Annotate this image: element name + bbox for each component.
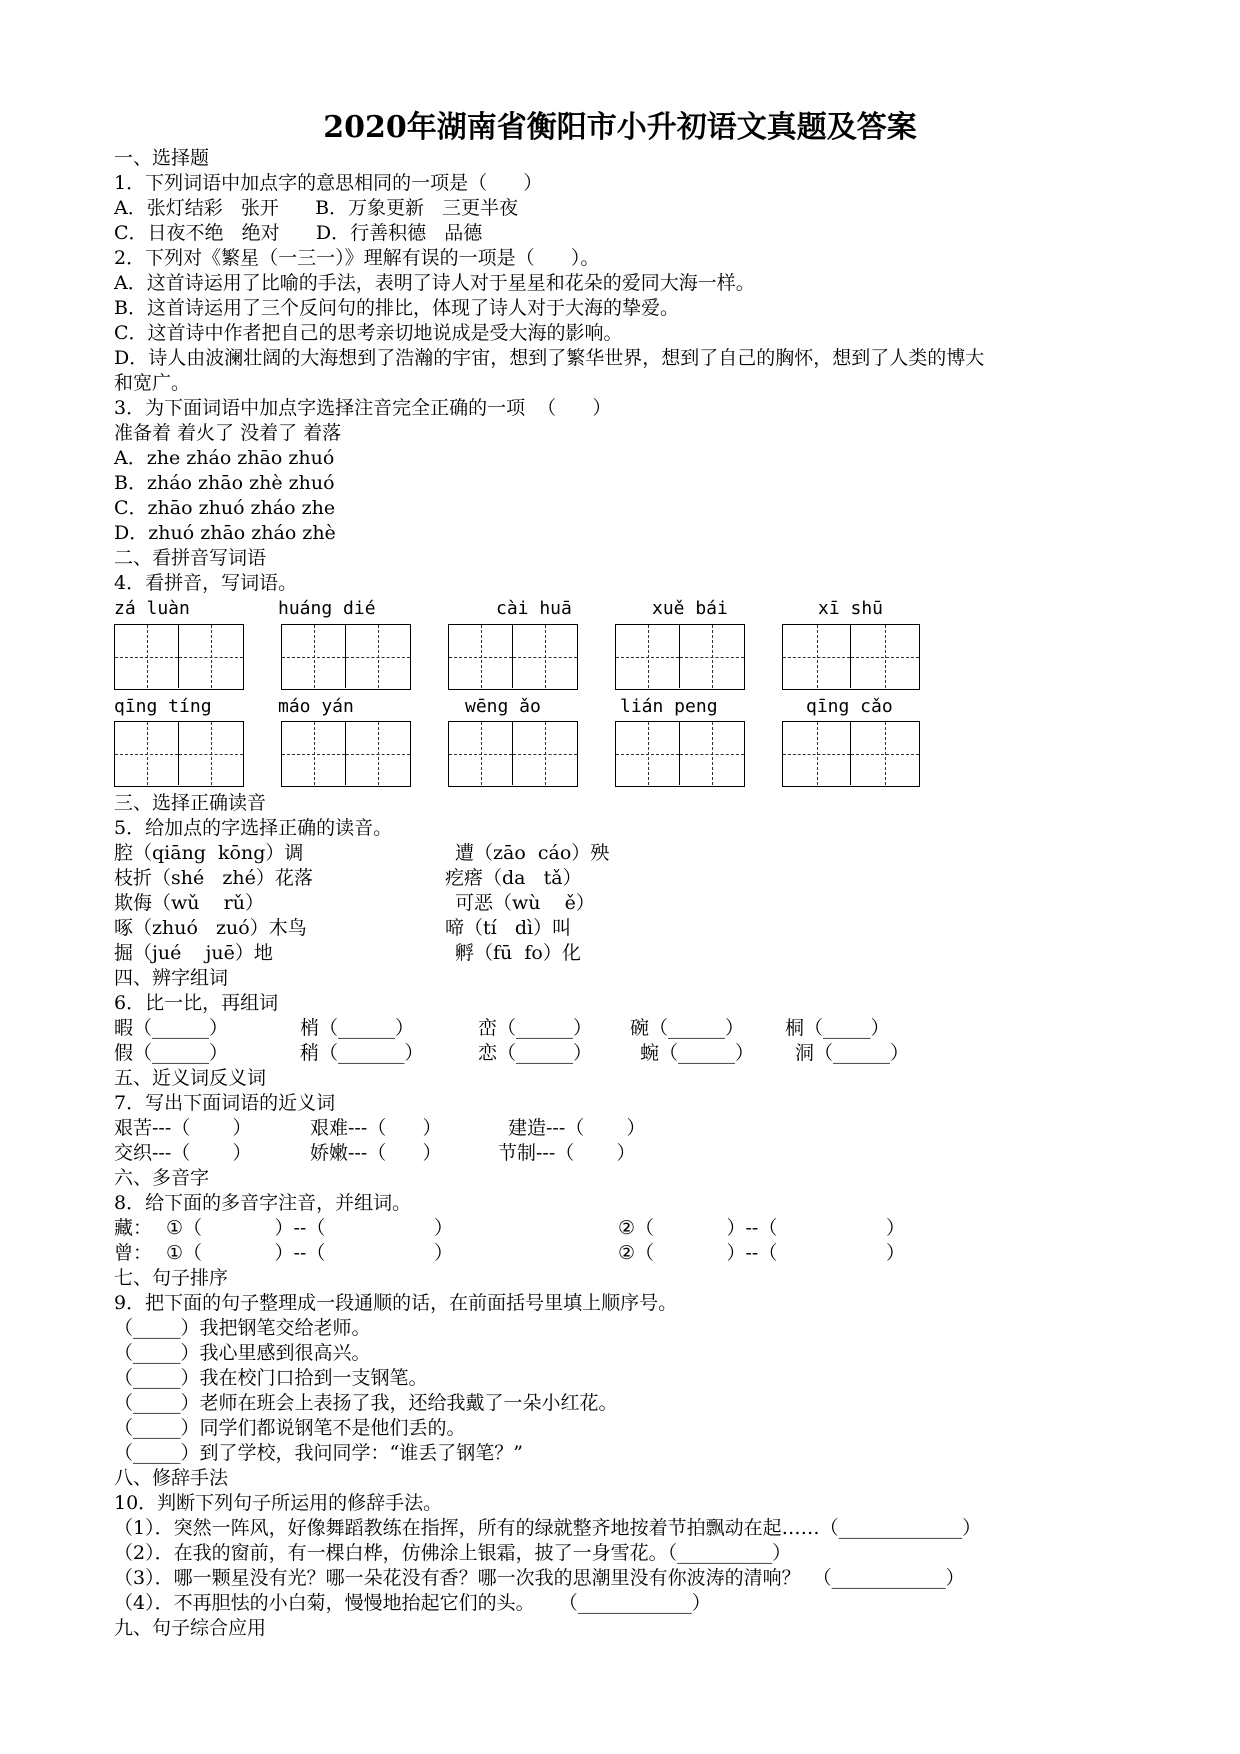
pinyin-label: qīng cǎo — [806, 696, 893, 717]
option-text: D．诗人由波澜壮阔的大海想到了浩瀚的宇宙，想到了繁华世界，想到了自己的胸怀，想到了人类的博大 — [114, 347, 985, 369]
writing-grid[interactable] — [114, 624, 244, 690]
polyphone-char: 藏： — [114, 1217, 153, 1239]
section-heading: 一、选择题 — [114, 147, 210, 169]
option-text: A．张灯结彩 张开 B．万象更新 三更半夜 — [114, 197, 519, 219]
writing-grid[interactable] — [448, 721, 578, 787]
word-blank[interactable]: 洞（______） — [795, 1042, 910, 1064]
pinyin-label: xuě bái — [652, 598, 728, 619]
word-blank[interactable]: 假（______） — [114, 1042, 229, 1064]
question-text: 4．看拼音，写词语。 — [114, 572, 298, 594]
question-text: 5．给加点的字选择正确的读音。 — [114, 817, 393, 839]
pinyin-label: máo yán — [278, 696, 354, 717]
section-heading: 二、看拼音写词语 — [114, 547, 267, 569]
writing-grid[interactable] — [615, 721, 745, 787]
reading-choice[interactable]: 啼（tí dì）叫 — [445, 917, 572, 939]
option-text: A．zhe zháo zhāo zhuó — [114, 447, 335, 469]
word-blank[interactable]: 碗（______） — [630, 1017, 745, 1039]
writing-grid[interactable] — [281, 721, 411, 787]
writing-grid[interactable] — [281, 624, 411, 690]
section-heading: 六、多音字 — [114, 1167, 210, 1189]
polyphone-blank[interactable]: ①（ ）--（ ） — [166, 1242, 454, 1264]
ordering-item[interactable]: （_____）老师在班会上表扬了我，还给我戴了一朵小红花。 — [114, 1392, 618, 1414]
word-blank[interactable]: 暇（______） — [114, 1017, 229, 1039]
polyphone-blank[interactable]: ②（ ）--（ ） — [618, 1242, 906, 1264]
option-text: 和宽广。 — [114, 372, 191, 394]
word-blank[interactable]: 桐（_____） — [785, 1017, 890, 1039]
rhetoric-item[interactable]: （4）．不再胆怯的小白菊，慢慢地抬起它们的头。 （____________） — [114, 1592, 711, 1614]
word-blank[interactable]: 蜿（______） — [640, 1042, 755, 1064]
question-text: 6．比一比，再组词 — [114, 992, 279, 1014]
section-heading: 三、选择正确读音 — [114, 792, 267, 814]
word-blank[interactable]: 恋（______） — [478, 1042, 593, 1064]
writing-grid[interactable] — [448, 624, 578, 690]
synonym-blank[interactable]: 艰苦---（ ） — [114, 1117, 252, 1139]
polyphone-blank[interactable]: ②（ ）--（ ） — [618, 1217, 906, 1239]
synonym-blank[interactable]: 建造---（ ） — [508, 1117, 646, 1139]
pinyin-label: qīng tíng — [114, 696, 212, 717]
pinyin-label: lián peng — [620, 696, 718, 717]
writing-grid[interactable] — [114, 721, 244, 787]
question-text: 1．下列词语中加点字的意思相同的一项是（ ） — [114, 172, 543, 194]
ordering-item[interactable]: （_____）同学们都说钢笔不是他们丢的。 — [114, 1417, 466, 1439]
reading-choice[interactable]: 可恶（wù ě） — [455, 892, 595, 914]
polyphone-blank[interactable]: ①（ ）--（ ） — [166, 1217, 454, 1239]
option-text: B．zháo zhāo zhè zhuó — [114, 472, 335, 494]
polyphone-char: 曾： — [114, 1242, 153, 1264]
question-text: 7．写出下面词语的近义词 — [114, 1092, 336, 1114]
reading-choice[interactable]: 孵（fū fo）化 — [455, 942, 581, 964]
question-text: 10．判断下列句子所运用的修辞手法。 — [114, 1492, 443, 1514]
rhetoric-item[interactable]: （2）．在我的窗前，有一棵白桦，仿佛涂上银霜，披了一身雪花。（__________） — [114, 1542, 792, 1564]
word-blank[interactable]: 峦（______） — [478, 1017, 593, 1039]
option-text: C．日夜不绝 绝对 D．行善积德 品德 — [114, 222, 483, 244]
section-heading: 五、近义词反义词 — [114, 1067, 267, 1089]
synonym-blank[interactable]: 交织---（ ） — [114, 1142, 252, 1164]
section-heading: 四、辨字组词 — [114, 967, 229, 989]
option-text: C．zhāo zhuó zháo zhe — [114, 497, 336, 519]
reading-choice[interactable]: 啄（zhuó zuó）木鸟 — [114, 917, 307, 939]
word-blank[interactable]: 梢（______） — [300, 1017, 415, 1039]
option-text: C．这首诗中作者把自己的思考亲切地说成是受大海的影响。 — [114, 322, 623, 344]
reading-choice[interactable]: 腔（qiāng kōng）调 — [114, 842, 304, 864]
reading-choice[interactable]: 掘（jué juē）地 — [114, 942, 273, 964]
question-text: 8．给下面的多音字注音，并组词。 — [114, 1192, 412, 1214]
synonym-blank[interactable]: 艰难---（ ） — [310, 1117, 442, 1139]
section-heading: 九、句子综合应用 — [114, 1617, 267, 1639]
pinyin-label: cài huā — [496, 598, 572, 619]
option-text: B．这首诗运用了三个反问句的排比，体现了诗人对于大海的挚爱。 — [114, 297, 679, 319]
synonym-blank[interactable]: 节制---（ ） — [498, 1142, 636, 1164]
rhetoric-item[interactable]: （1）．突然一阵风，好像舞蹈教练在指挥，所有的绿就整齐地按着节拍飘动在起……（_____________） — [114, 1517, 982, 1539]
question-text: 2．下列对《繁星（一三一）》理解有误的一项是（ ）。 — [114, 247, 600, 269]
synonym-blank[interactable]: 娇嫩---（ ） — [310, 1142, 442, 1164]
ordering-item[interactable]: （_____）我把钢笔交给老师。 — [114, 1317, 371, 1339]
page-title: 2020年湖南省衡阳市小升初语文真题及答案 — [323, 110, 917, 145]
ordering-item[interactable]: （_____）我在校门口拾到一支钢笔。 — [114, 1367, 428, 1389]
ordering-item[interactable]: （_____）到了学校，我问同学：“谁丢了钢笔？” — [114, 1442, 523, 1464]
option-text: D．zhuó zhāo zháo zhè — [114, 522, 336, 544]
pinyin-label: huáng dié — [278, 598, 376, 619]
writing-grid[interactable] — [615, 624, 745, 690]
option-text: A．这首诗运用了比喻的手法，表明了诗人对于星星和花朵的爱同大海一样。 — [114, 272, 755, 294]
word-blank[interactable]: 稍（_______） — [300, 1042, 424, 1064]
writing-grid[interactable] — [782, 624, 920, 690]
pinyin-label: zá luàn — [114, 598, 190, 619]
section-heading: 八、修辞手法 — [114, 1467, 229, 1489]
pinyin-label: xī shū — [818, 598, 884, 619]
rhetoric-item[interactable]: （3）．哪一颗星没有光？哪一朵花没有香？哪一次我的思潮里没有你波涛的清响？ （____________） — [114, 1567, 965, 1589]
reading-choice[interactable]: 枝折（shé zhé）花落 — [114, 867, 313, 889]
pinyin-label: wēng ǎo — [465, 696, 541, 717]
reading-choice[interactable]: 欺侮（wǔ rǔ） — [114, 892, 264, 914]
word-list: 准备着 着火了 没着了 着落 — [114, 422, 342, 444]
reading-choice[interactable]: 疙瘩（da tǎ） — [445, 867, 582, 889]
reading-choice[interactable]: 遭（zāo cáo）殃 — [455, 842, 610, 864]
ordering-item[interactable]: （_____）我心里感到很高兴。 — [114, 1342, 371, 1364]
question-text: 9．把下面的句子整理成一段通顺的话，在前面括号里填上顺序号。 — [114, 1292, 678, 1314]
question-text: 3．为下面词语中加点字选择注音完全正确的一项 （ ） — [114, 397, 612, 419]
section-heading: 七、句子排序 — [114, 1267, 229, 1289]
writing-grid[interactable] — [782, 721, 920, 787]
